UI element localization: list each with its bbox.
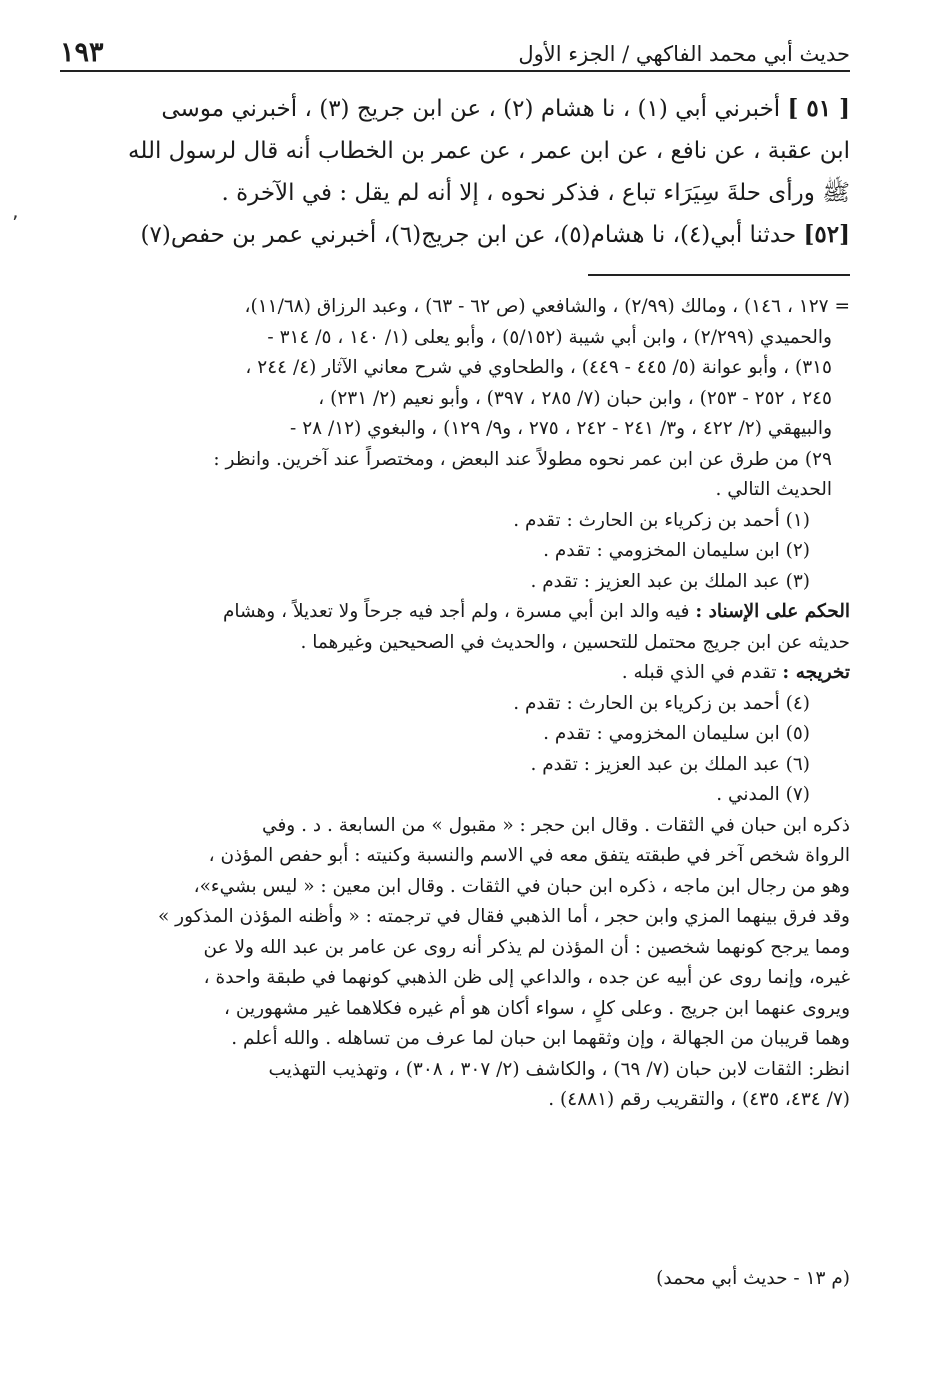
note-paragraph-line: وهو من رجال ابن ماجه ، ذكره ابن حبان في الثقات . وقال ابن معين : « ليس بشيء»، — [193, 875, 850, 897]
footnote-separator — [588, 274, 850, 276]
hadith-52-number: [٥٢] — [803, 221, 850, 248]
note-paragraph-line: ومما يرجح كونهما شخصين : أن المؤذن لم يذكر أنه روى عن عامر بن عبد الله ولا عن — [203, 936, 850, 958]
note-line: ٢٤٥ ، ٢٥٢ - ٢٥٣) ، وابن حبان (٧/ ٢٨٥ ، ٣٩٧) ، وأبو نعيم (٢/ ٢٣١) ، — [318, 387, 832, 409]
page-number: ١٩٣ — [60, 37, 104, 68]
hadith-52 — [60, 214, 850, 256]
note-paragraph-line: (٧/ ٤٣٤، ٤٣٥) ، والتقريب رقم (٤٨٨١) . — [548, 1089, 850, 1110]
footnote-5: (٥) ابن سليمان المخزومي : تقدم . — [543, 723, 810, 744]
takhrij-text: تقدم في الذي قبله . — [621, 662, 777, 683]
note-line: الحديث التالي . — [715, 479, 832, 500]
takhrij-label: تخريجه : — [782, 662, 850, 683]
note-line: = ١٢٧ ، ١٤٦) ، ومالك (٢/٩٩) ، والشافعي (ص ٦٢ - ٦٣) ، وعبد الرزاق (١١/٦٨)، — [244, 296, 850, 317]
note-paragraph-line: وهما قريبان من الجهالة ، وإن وثقهما ابن حبان لما عرف من تساهله . والله أعلم . — [231, 1028, 850, 1049]
hadith-51-number: [ ٥١ ] — [787, 95, 850, 122]
note-line: ٣١٥) ، وأبو عوانة (٥/ ٤٤٥ - ٤٤٩) ، والطحاوي في شرح معاني الآثار (٤/ ٢٤٤ ، — [245, 357, 832, 378]
note-line: ٢٩) من طرق عن ابن عمر نحوه مطولاً عند البعض ، ومختصراً عند آخرين. وانظر : — [213, 448, 832, 470]
hadith-51 — [60, 88, 850, 130]
footnotes — [60, 292, 850, 1116]
hadith-51-line2: ابن عقبة ، عن نافع ، عن ابن عمر ، عن عمر بن الخطاب أنه قال لرسول الله — [128, 138, 850, 164]
hadith-51-line1: أخبرني أبي (١) ، نا هشام (٢) ، عن ابن جريج (٣) ، أخبرني موسى — [161, 96, 781, 122]
note-paragraph-line: ويروى عنهما ابن جريج . وعلى كلٍ ، سواء أكان هو أم غيره فكلاهما غير مشهورين ، — [224, 997, 850, 1019]
footnote-2: (٢) ابن سليمان المخزومي : تقدم . — [543, 540, 810, 561]
footnote-4: (٤) أحمد بن زكرياء بن الحارث : تقدم . — [513, 692, 810, 714]
running-title: حديث أبي محمد الفاكهي / الجزء الأول — [518, 42, 850, 66]
note-paragraph-line: ذكره ابن حبان في الثقات . وقال ابن حجر : « مقبول » من السابعة . د . وفي — [262, 814, 850, 836]
signature-mark: (م ١٣ - حديث أبي محمد) — [656, 1268, 850, 1289]
footnote-separator-wrap — [60, 256, 850, 292]
note-paragraph-line: انظر: الثقات لابن حبان (٧/ ٦٩) ، والكاشف (٢/ ٣٠٧ ، ٣٠٨) ، وتهذيب التهذيب — [268, 1058, 850, 1080]
note-line: والحميدي (٢/٢٩٩) ، وابن أبي شيبة (٥/١٥٢) ، وأبو يعلى (١/ ١٤٠ ، ٥/ ٣١٤ - — [267, 326, 832, 348]
takhrij-paragraph — [60, 658, 850, 689]
note-paragraph-line: غيره، وإنما روى عن أبيه عن جده ، والداعي إلى ظن الذهبي كونهما في طبقة واحدة ، — [203, 967, 850, 988]
note-line: حديثه عن ابن جريج محتمل للتحسين ، والحديث في الصحيحين وغيرهما . — [300, 631, 850, 653]
hukm-paragraph — [60, 597, 850, 628]
hukm-label: الحكم على الإسناد : — [695, 601, 850, 622]
footnote-6: (٦) عبد الملك بن عبد العزيز : تقدم . — [530, 753, 810, 775]
note-paragraph-line: وقد فرق بينهما المزي وابن حجر ، أما الذهبي فقال في ترجمته : « وأظنه المؤذن المذكور » — [157, 906, 850, 927]
margin-mark: ٬ — [12, 211, 19, 235]
note-line: والبيهقي (٢/ ٤٢٢ ، و٣/ ٢٤١ - ٢٤٢ ، ٢٧٥ ، و٩/ ١٢٩) ، والبغوي (١٢/ ٢٨ - — [290, 418, 832, 439]
hadith-51-line3: ﷺ ورأى حلةَ سِيَرَاء تباع ، فذكر نحوه ، إلا أنه لم يقل : في الآخرة . — [221, 180, 850, 206]
hukm-text: فيه والد ابن أبي مسرة ، ولم أجد فيه جرحاً ولا تعديلاً ، وهشام — [222, 601, 690, 622]
book-page — [12, 28, 850, 1348]
footnote-3: (٣) عبد الملك بن عبد العزيز : تقدم . — [530, 570, 810, 592]
footnote-1: (١) أحمد بن زكرياء بن الحارث : تقدم . — [513, 509, 810, 531]
note-paragraph-line: الرواة شخص آخر في طبقته يتفق معه في الاسم والنسبة وكنيته : أبو حفص المؤذن ، — [208, 845, 850, 866]
main-text — [60, 88, 850, 256]
hadith-52-line1: حدثنا أبي(٤)، نا هشام(٥)، عن ابن جريج(٦)، أخبرني عمر بن حفص(٧) — [140, 222, 797, 248]
footnote-7: (٧) المدني . — [716, 784, 810, 805]
page-header — [60, 28, 850, 72]
